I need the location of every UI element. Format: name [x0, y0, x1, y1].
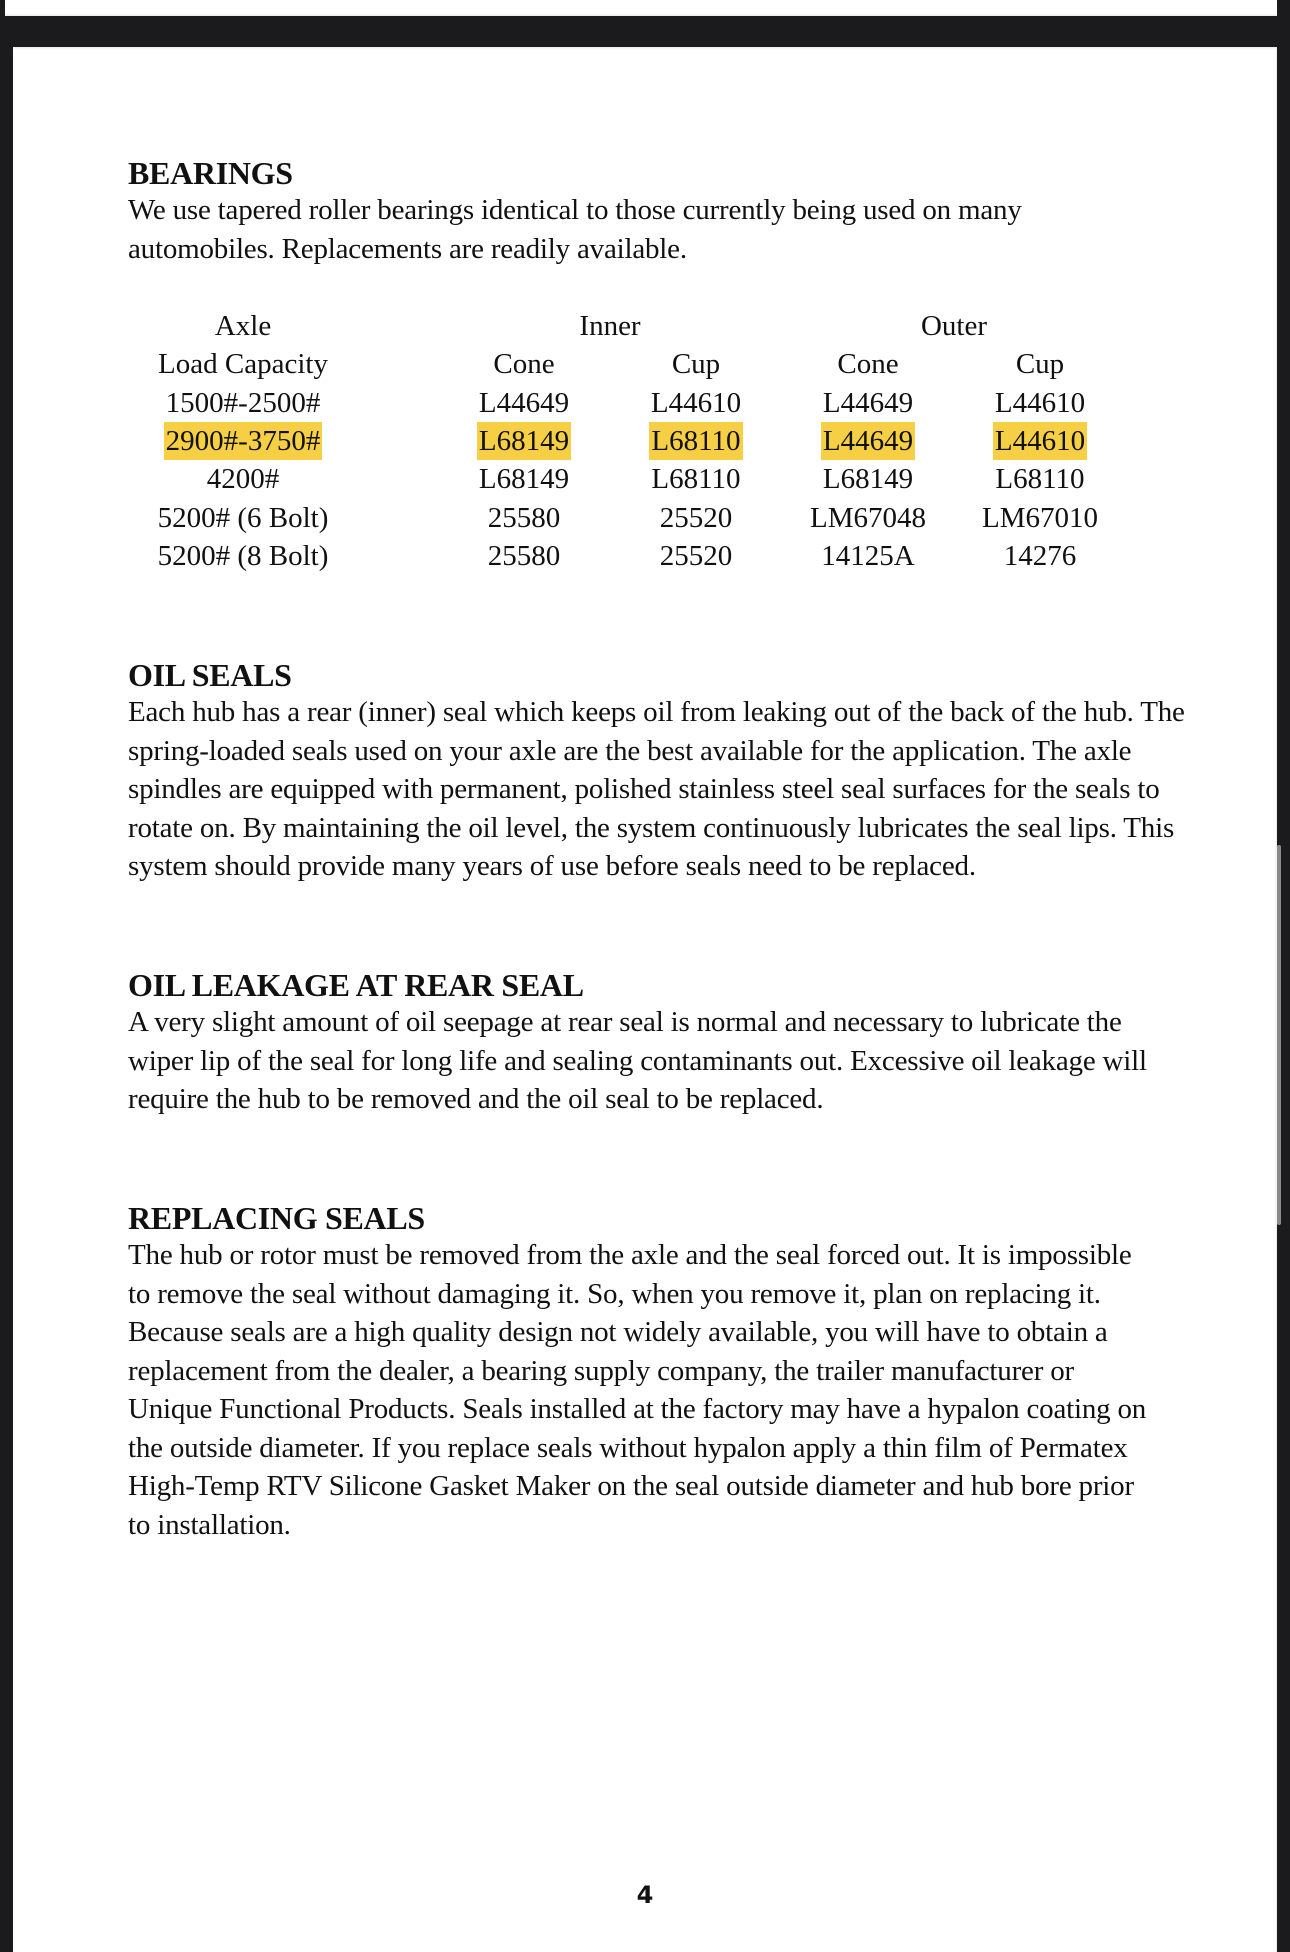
cell-inner-cup — [610, 537, 782, 575]
cell-value: 1500#-2500# — [165, 386, 321, 419]
cell-capacity — [128, 422, 358, 460]
cell-inner-cup — [610, 384, 782, 422]
cell-outer-cone — [782, 460, 954, 498]
section-oil-seals — [128, 657, 1188, 886]
cell-inner-cup — [610, 422, 782, 460]
table-row — [128, 422, 1126, 460]
cell-inner-cone — [438, 422, 610, 460]
cell-inner-cup — [610, 498, 782, 536]
header-outer: Outer — [920, 310, 988, 343]
spacer-cell — [358, 537, 438, 575]
cell-value: 25580 — [487, 501, 561, 534]
previous-page-edge — [5, 0, 1277, 16]
section-heading: OIL LEAKAGE AT REAR SEAL — [128, 967, 584, 1003]
cell-value: L68110 — [995, 463, 1085, 496]
cell-value: 4200# — [206, 463, 280, 496]
spacer-cell — [358, 460, 438, 498]
spacer-cell — [358, 422, 438, 460]
cell-value: L68110 — [651, 463, 741, 496]
cell-capacity — [128, 384, 358, 422]
section-body: The hub or rotor must be removed from the axle and the seal forced out. It is impossible to remove the seal without damaging it. So, when you remove it, plan on replacing it. Because seals are a high quality design not widely available, you will have to obtain a replacement from the dealer, a bearing supply company, the trailer manufacturer or Unique Functional Products. Seals installed at the factory may have a hypalon coating on the outside diameter. If you replace seals without hypalon apply a thin film of Permatex High-Temp RTV Silicone Gasket Maker on the seal outside diameter and hub bore prior to installation. — [128, 1239, 1147, 1541]
section-body: A very slight amount of oil seepage at rear seal is normal and necessary to lubricate the wiper lip of the seal for long life and sealing contaminants out. Excessive oil leakage will require the hub to be removed and the oil seal to be replaced. — [128, 1006, 1147, 1115]
cell-value: 14125A — [821, 539, 915, 572]
cell-outer-cone — [782, 384, 954, 422]
cell-value: L44649 — [478, 386, 570, 419]
highlighted-value: L44649 — [821, 422, 915, 460]
spacer-cell — [358, 384, 438, 422]
cell-inner-cone — [438, 537, 610, 575]
cell-value: L44649 — [822, 386, 914, 419]
table-subheader-row — [128, 345, 1126, 383]
header-inner: Inner — [579, 310, 641, 343]
header-axle: Axle — [214, 310, 272, 343]
cell-outer-cup — [954, 537, 1126, 575]
section-body: Each hub has a rear (inner) seal which keeps oil from leaking out of the back of the hub. The spring-loaded seals used on your axle are the best available for the application. The axle spindles are equipped with permanent, polished stainless steel seal surfaces for the seals to rotate on. By maintaining the oil level, the system continuously lubricates the seal lips. This system should provide many years of use before seals need to be replaced. — [128, 696, 1185, 882]
cell-outer-cone — [782, 422, 954, 460]
header-inner-cone: Cone — [493, 348, 555, 381]
table-row — [128, 460, 1126, 498]
cell-capacity — [128, 537, 358, 575]
section-bearings — [128, 155, 1188, 572]
cell-outer-cone — [782, 498, 954, 536]
table-row — [128, 384, 1126, 422]
scrollbar-thumb[interactable] — [1277, 845, 1281, 1225]
cell-outer-cup — [954, 384, 1126, 422]
cell-capacity — [128, 498, 358, 536]
document-page — [13, 47, 1277, 1952]
cell-outer-cup — [954, 422, 1126, 460]
cell-capacity — [128, 460, 358, 498]
cell-value: 25580 — [487, 539, 561, 572]
cell-inner-cone — [438, 498, 610, 536]
table-row — [128, 498, 1126, 536]
header-outer-cup: Cup — [1015, 348, 1065, 381]
cell-value: 25520 — [659, 501, 733, 534]
header-load-capacity: Load Capacity — [158, 348, 328, 381]
bearing-table-body — [128, 384, 1126, 575]
section-oil-leakage — [128, 967, 1188, 1119]
table-header-row — [128, 307, 1126, 345]
cell-inner-cone — [438, 460, 610, 498]
table-row — [128, 537, 1126, 575]
spacer-cell — [358, 498, 438, 536]
cell-value: L44610 — [994, 386, 1086, 419]
cell-value: L44610 — [650, 386, 742, 419]
page-number: 4 — [636, 1881, 654, 1909]
cell-value: 5200# (6 Bolt) — [157, 501, 329, 534]
cell-outer-cup — [954, 498, 1126, 536]
section-heading: OIL SEALS — [128, 657, 292, 693]
highlighted-value: 2900#-3750# — [164, 422, 323, 460]
section-replacing-seals — [128, 1200, 1188, 1544]
cell-value: LM67048 — [810, 501, 926, 534]
highlighted-value: L68110 — [649, 422, 742, 460]
cell-value: LM67010 — [982, 501, 1098, 534]
section-heading: BEARINGS — [128, 155, 293, 191]
section-body: We use tapered roller bearings identical to those currently being used on many automobiles. Replacements are readily available. — [128, 194, 1022, 265]
cell-value: 14276 — [1003, 539, 1077, 572]
cell-value: L68149 — [478, 463, 570, 496]
highlighted-value: L68149 — [477, 422, 571, 460]
header-inner-cup: Cup — [671, 348, 721, 381]
cell-value: L68149 — [822, 463, 914, 496]
cell-value: 5200# (8 Bolt) — [157, 539, 329, 572]
header-outer-cone: Cone — [837, 348, 899, 381]
highlighted-value: L44610 — [993, 422, 1087, 460]
cell-outer-cup — [954, 460, 1126, 498]
cell-value: 25520 — [659, 539, 733, 572]
cell-inner-cup — [610, 460, 782, 498]
cell-inner-cone — [438, 384, 610, 422]
section-heading: REPLACING SEALS — [128, 1200, 425, 1236]
bearing-table — [128, 307, 1126, 575]
cell-outer-cone — [782, 537, 954, 575]
